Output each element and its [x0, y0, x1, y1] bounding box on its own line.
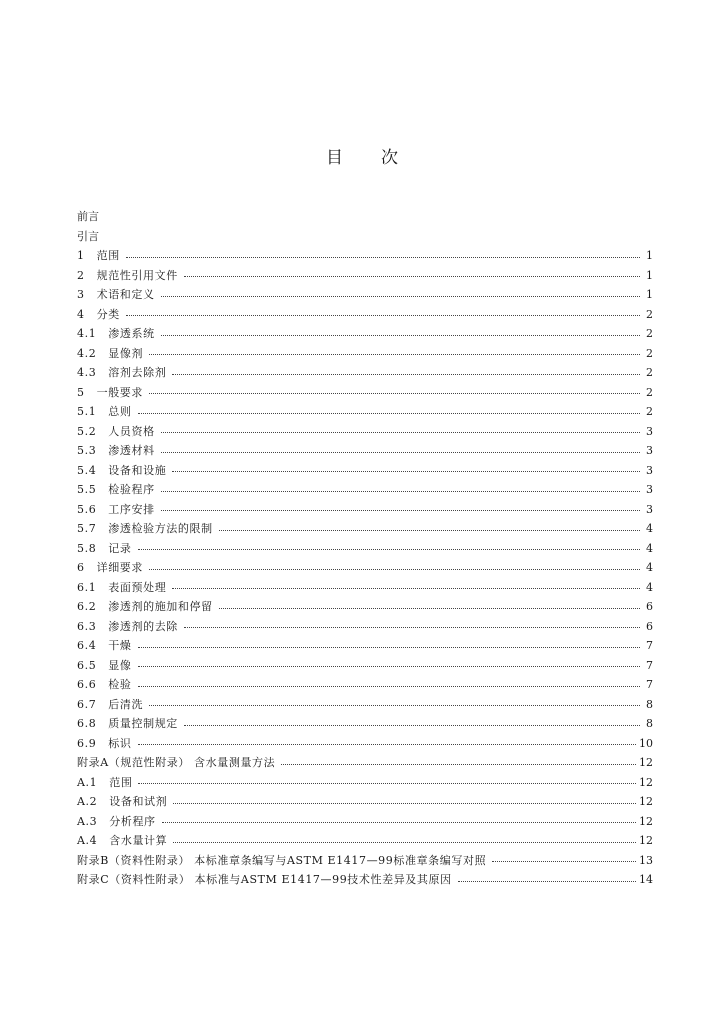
toc-entry[interactable]: [77, 266, 653, 286]
toc-entry[interactable]: [77, 324, 653, 344]
toc-entry-title: 渗透剂的去除: [108, 619, 178, 633]
toc-entry-title: 分类: [96, 307, 120, 321]
toc-entry[interactable]: [77, 480, 653, 500]
toc-entry-title: 干燥: [108, 639, 132, 652]
toc-entry-number: 6.8: [77, 717, 97, 730]
toc-entry[interactable]: [77, 500, 653, 520]
toc-entry-label: [77, 617, 178, 637]
table-of-contents: [77, 207, 653, 890]
toc-entry-label: [77, 285, 155, 305]
toc-entry-number: 5.7: [77, 522, 97, 535]
toc-entry[interactable]: [77, 636, 653, 656]
toc-entry-number: 6.7: [77, 697, 97, 711]
toc-entry[interactable]: [77, 851, 653, 871]
toc-entry-number: 6.3: [77, 619, 97, 633]
toc-entry[interactable]: [77, 773, 653, 793]
toc-dot-leader: [138, 549, 641, 550]
toc-entry-label: [77, 383, 143, 403]
toc-entry-title: 一般要求: [96, 385, 144, 399]
toc-entry-page: 8: [646, 717, 653, 730]
toc-entry-page: 4: [646, 561, 653, 574]
toc-entry-number: 2: [77, 268, 85, 282]
toc-entry-label: [77, 422, 155, 442]
toc-entry[interactable]: [77, 344, 653, 364]
toc-entry-number: 5.1: [77, 405, 97, 418]
toc-entry-label: [77, 792, 167, 812]
toc-entry[interactable]: [77, 305, 653, 325]
toc-entry-page: 2: [646, 327, 653, 340]
toc-dot-leader: [161, 296, 640, 297]
toc-entry-title: 渗透系统: [108, 327, 155, 340]
toc-entry-number: 4.1: [77, 327, 97, 340]
toc-entry[interactable]: [77, 578, 653, 598]
toc-entry-title: 渗透材料: [108, 444, 155, 457]
toc-entry[interactable]: [77, 246, 653, 266]
toc-entry-page: 14: [639, 873, 653, 886]
toc-entry-page: 10: [639, 736, 653, 750]
toc-entry-title: 渗透剂的施加和停留: [108, 600, 213, 613]
toc-entry-page: 7: [646, 678, 653, 691]
toc-entry-page: 1: [646, 268, 653, 282]
toc-entry-title: 设备和设施: [108, 463, 167, 477]
toc-entry-title: 检验程序: [108, 483, 155, 496]
toc-entry-title: 分析程序: [109, 814, 156, 828]
toc-entry-label: [77, 734, 132, 754]
toc-entry[interactable]: [77, 812, 653, 832]
toc-entry-label: [77, 500, 155, 520]
toc-entry-page: 3: [646, 502, 653, 516]
toc-entry-label: [77, 207, 99, 227]
toc-entry-number: 6.9: [77, 736, 97, 750]
toc-entry-page: 3: [646, 463, 653, 477]
toc-entry-title: 引言: [77, 229, 99, 243]
toc-entry-title: 附录C（资料性附录） 本标准与ASTM E1417—99技术性差异及其原因: [77, 873, 452, 886]
toc-entry-title: 质量控制规定: [108, 717, 178, 730]
toc-dot-leader: [219, 608, 640, 609]
toc-entry-number: 6.5: [77, 658, 97, 672]
toc-dot-leader: [219, 530, 640, 531]
toc-entry-title: 范围: [96, 249, 120, 262]
toc-entry-page: 8: [646, 697, 653, 711]
toc-entry-page: 2: [646, 366, 653, 379]
toc-entry-label: [77, 246, 120, 266]
toc-entry[interactable]: [77, 422, 653, 442]
toc-entry[interactable]: [77, 734, 653, 754]
toc-entry[interactable]: [77, 227, 653, 247]
toc-entry-title: 前言: [77, 210, 99, 223]
toc-entry-label: [77, 773, 132, 793]
toc-dot-leader: [149, 705, 640, 706]
toc-entry-label: [77, 812, 156, 832]
toc-dot-leader: [161, 452, 640, 453]
toc-entry-number: 6: [77, 561, 85, 574]
toc-dot-leader: [138, 647, 641, 648]
toc-entry-label: [77, 558, 143, 578]
toc-entry[interactable]: [77, 753, 653, 773]
page-title: [0, 143, 724, 168]
toc-entry[interactable]: [77, 519, 653, 539]
toc-entry-number: A.4: [77, 834, 98, 847]
toc-entry-page: 1: [646, 249, 653, 262]
toc-entry-page: 13: [639, 853, 653, 867]
toc-dot-leader: [161, 432, 640, 433]
toc-entry-label: [77, 402, 132, 422]
toc-entry-label: [77, 656, 132, 676]
toc-entry-title: 显像剂: [108, 346, 144, 360]
toc-entry-page: 4: [646, 580, 653, 594]
toc-entry-page: 3: [646, 444, 653, 457]
toc-entry-label: [77, 597, 213, 617]
toc-entry-label: [77, 753, 275, 773]
toc-entry-label: [77, 519, 213, 539]
toc-dot-leader: [492, 861, 636, 862]
toc-dot-leader: [149, 354, 640, 355]
toc-entry-label: [77, 324, 155, 344]
toc-entry[interactable]: [77, 285, 653, 305]
toc-entry-title: 附录B（资料性附录） 本标准章条编写与ASTM E1417—99标准章条编写对照: [77, 853, 487, 867]
toc-entry-label: [77, 831, 167, 851]
toc-entry-label: [77, 636, 132, 656]
toc-entry-title: 后清洗: [108, 697, 144, 711]
toc-entry-page: 2: [646, 346, 653, 360]
page-title-part2: 次: [381, 148, 398, 168]
toc-entry-number: A.1: [77, 775, 98, 789]
toc-entry-title: 附录A（规范性附录） 含水量测量方法: [77, 756, 276, 769]
toc-entry[interactable]: [77, 597, 653, 617]
toc-entry[interactable]: [77, 714, 653, 734]
toc-entry-page: 4: [646, 522, 653, 535]
toc-entry-number: 1: [77, 249, 85, 262]
toc-entry[interactable]: [77, 461, 653, 481]
toc-entry-number: 6.4: [77, 639, 97, 652]
toc-entry-title: 详细要求: [96, 561, 144, 574]
toc-entry-label: [77, 363, 166, 383]
toc-entry[interactable]: [77, 363, 653, 383]
toc-entry-title: 记录: [108, 541, 132, 555]
toc-entry-label: [77, 675, 132, 695]
toc-dot-leader: [149, 569, 640, 570]
toc-entry-page: 12: [639, 795, 653, 808]
toc-entry-page: 7: [646, 639, 653, 652]
toc-entry-label: [77, 480, 155, 500]
toc-dot-leader: [161, 510, 640, 511]
toc-dot-leader: [184, 276, 640, 277]
toc-dot-leader: [173, 842, 636, 843]
toc-dot-leader: [126, 257, 640, 258]
toc-entry-page: 3: [646, 483, 653, 496]
toc-entry-label: [77, 461, 166, 481]
toc-dot-leader: [161, 491, 640, 492]
toc-entry-number: 5: [77, 385, 85, 399]
toc-entry[interactable]: [77, 539, 653, 559]
toc-dot-leader: [172, 374, 640, 375]
toc-entry-number: 4.3: [77, 366, 97, 379]
toc-entry-title: 表面预处理: [108, 580, 167, 594]
toc-entry[interactable]: [77, 402, 653, 422]
toc-entry-number: 5.5: [77, 483, 97, 496]
toc-entry-number: 6.2: [77, 600, 97, 613]
toc-dot-leader: [138, 413, 641, 414]
toc-entry-number: 5.2: [77, 424, 97, 438]
toc-dot-leader: [184, 627, 640, 628]
toc-entry-title: 人员资格: [108, 424, 155, 438]
toc-entry-page: 1: [646, 288, 653, 301]
toc-entry-page: 2: [646, 385, 653, 399]
toc-entry-page: 6: [646, 619, 653, 633]
toc-entry-title: 检验: [108, 678, 132, 691]
toc-entry-page: 12: [639, 775, 653, 789]
toc-entry-label: [77, 266, 178, 286]
toc-entry-title: 溶剂去除剂: [108, 366, 167, 379]
toc-entry-title: 含水量计算: [109, 834, 168, 847]
toc-dot-leader: [172, 588, 640, 589]
toc-dot-leader: [184, 725, 640, 726]
toc-entry-number: 5.4: [77, 463, 97, 477]
toc-entry-number: 6.1: [77, 580, 97, 594]
toc-entry-page: 3: [646, 424, 653, 438]
toc-entry[interactable]: [77, 441, 653, 461]
toc-dot-leader: [281, 764, 636, 765]
toc-dot-leader: [149, 393, 640, 394]
toc-dot-leader: [138, 686, 641, 687]
toc-entry-title: 工序安排: [108, 502, 155, 516]
toc-entry[interactable]: [77, 675, 653, 695]
toc-dot-leader: [172, 471, 640, 472]
toc-entry-title: 规范性引用文件: [96, 268, 178, 282]
toc-dot-leader: [162, 822, 636, 823]
toc-entry-label: [77, 578, 166, 598]
toc-entry-number: 6.6: [77, 678, 97, 691]
toc-entry-number: 5.6: [77, 502, 97, 516]
toc-entry-label: [77, 695, 143, 715]
toc-entry-page: 12: [639, 814, 653, 828]
toc-entry[interactable]: [77, 558, 653, 578]
toc-dot-leader: [173, 803, 636, 804]
toc-entry-title: 显像: [108, 658, 132, 672]
toc-dot-leader: [161, 335, 640, 336]
toc-entry-number: 5.8: [77, 541, 97, 555]
toc-entry-page: 2: [646, 405, 653, 418]
toc-dot-leader: [138, 783, 636, 784]
toc-entry-page: 6: [646, 600, 653, 613]
toc-entry-page: 12: [639, 756, 653, 769]
toc-entry[interactable]: [77, 617, 653, 637]
toc-entry-label: [77, 441, 155, 461]
toc-entry[interactable]: [77, 383, 653, 403]
toc-dot-leader: [126, 315, 640, 316]
toc-entry-title: 范围: [109, 775, 133, 789]
toc-entry-label: [77, 344, 143, 364]
toc-entry-label: [77, 870, 452, 890]
toc-entry-number: 4.2: [77, 346, 97, 360]
toc-entry[interactable]: [77, 870, 653, 890]
toc-entry-number: 5.3: [77, 444, 97, 457]
toc-entry-title: 渗透检验方法的限制: [108, 522, 213, 535]
toc-entry[interactable]: [77, 656, 653, 676]
toc-entry-label: [77, 714, 178, 734]
page-title-part1: 目: [326, 148, 343, 168]
toc-entry-label: [77, 851, 486, 871]
toc-dot-leader: [138, 744, 637, 745]
toc-entry-title: 总则: [108, 405, 132, 418]
toc-entry[interactable]: [77, 831, 653, 851]
toc-entry-number: 4: [77, 307, 85, 321]
toc-entry-page: 4: [646, 541, 653, 555]
toc-entry-label: [77, 227, 99, 247]
toc-entry-number: A.3: [77, 814, 98, 828]
toc-dot-leader: [458, 881, 636, 882]
toc-entry[interactable]: [77, 695, 653, 715]
toc-entry[interactable]: [77, 207, 653, 227]
toc-entry-title: 术语和定义: [96, 288, 155, 301]
toc-entry-number: 3: [77, 288, 85, 301]
toc-dot-leader: [138, 666, 641, 667]
toc-entry-page: 7: [646, 658, 653, 672]
toc-entry-label: [77, 539, 132, 559]
toc-entry-page: 12: [639, 834, 653, 847]
toc-entry-number: A.2: [77, 795, 98, 808]
toc-entry[interactable]: [77, 792, 653, 812]
toc-entry-title: 标识: [108, 736, 132, 750]
toc-entry-title: 设备和试剂: [109, 795, 168, 808]
toc-entry-label: [77, 305, 120, 325]
toc-entry-page: 2: [646, 307, 653, 321]
